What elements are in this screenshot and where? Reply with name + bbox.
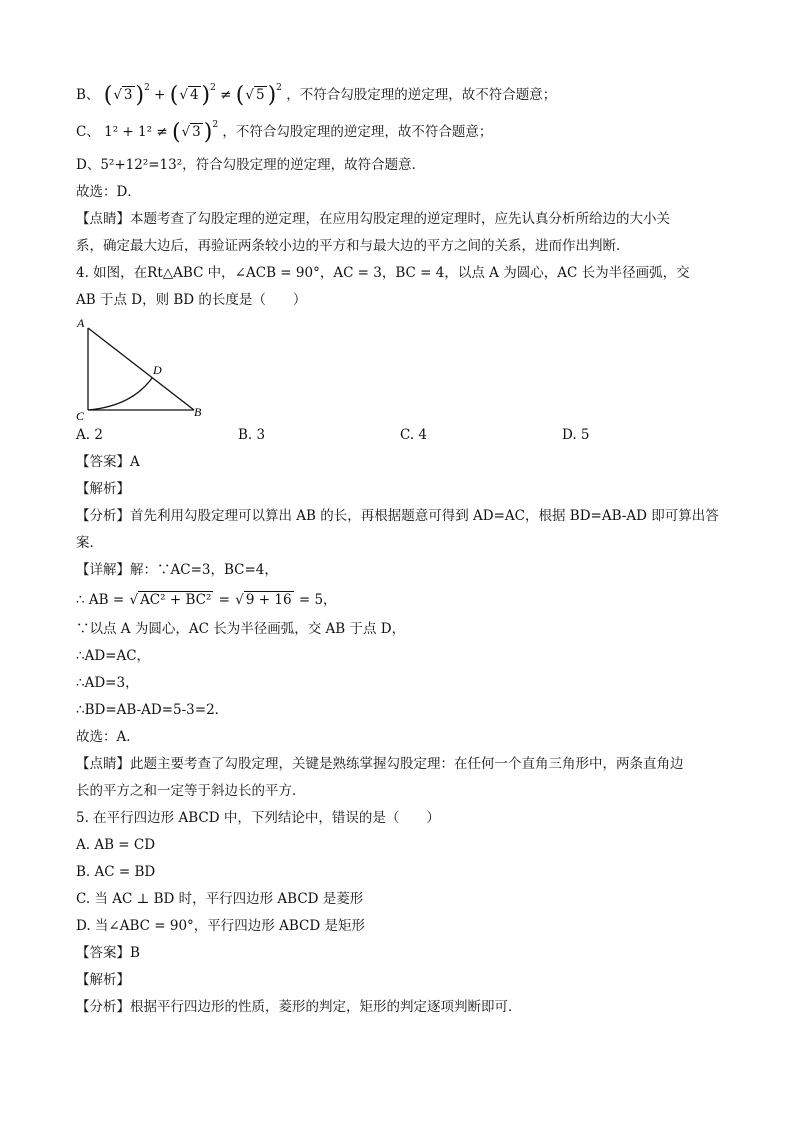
equals-sign: = xyxy=(218,592,230,608)
q4-comment-line-1: 【点睛】此题主要考查了勾股定理，关键是熟练掌握勾股定理：在任何一个直角三角形中，两条直角边 xyxy=(76,756,684,772)
q4-detail-line-1: 【详解】解：∵AC=3，BC=4， xyxy=(76,562,278,578)
q4-detail-line-2: ∴ AB = √ AC² + BC² = √ 9 + 16 = 5， xyxy=(76,592,337,608)
q4-detail-line-6: ∴BD=AB-AD=5-3=2． xyxy=(76,702,229,718)
q4-choice: 故选：A． xyxy=(76,729,140,745)
q4-stem-line-2: AB 于点 D，则 BD 的长度是（ ） xyxy=(76,292,307,308)
q4-answer: 【答案】A xyxy=(76,454,140,470)
q4-stem-line-1: 4. 如图，在Rt△ABC 中，∠ACB = 90°，AC = 3，BC = 4，以点 A 为圆心，AC 长为半径画弧，交 xyxy=(76,265,690,281)
triangle-diagram xyxy=(76,316,216,422)
side-ab xyxy=(88,328,194,410)
q4-analysis-title: 【解析】 xyxy=(76,481,130,497)
q5-option-d: D. 当∠ABC = 90°，平行四边形 ABCD 是矩形 xyxy=(76,918,365,934)
option-c: C. 4 xyxy=(400,427,428,443)
q5-option-c: C. 当 AC ⊥ BD 时，平行四边形 ABCD 是菱形 xyxy=(76,891,364,907)
option-d: D. 5 xyxy=(562,427,590,443)
radicand: 3 xyxy=(123,87,133,103)
label-d: D xyxy=(153,363,162,377)
radicand: 5 xyxy=(255,87,265,103)
q4-detail-line-4: ∴AD=AC， xyxy=(76,648,151,664)
radicand: 9 + 16 xyxy=(245,592,292,608)
math-expression: 1² + 1² ≠ xyxy=(104,124,168,140)
option-label: C、 xyxy=(76,124,100,140)
q5-stem: 5. 在平行四边形 ABCD 中，下列结论中，错误的是（ ） xyxy=(76,810,440,826)
q4-options xyxy=(76,422,726,449)
option-b: B. 3 xyxy=(238,427,266,443)
q5-option-b: B. AC = BD xyxy=(76,864,156,880)
q5-option-a: A. AB = CD xyxy=(76,837,156,853)
option-text: ，不符合勾股定理的逆定理，故不符合题意； xyxy=(286,87,557,103)
option-a: A. 2 xyxy=(76,427,103,443)
q3-option-c: C、 1² + 1² ≠ (√ 3 )$^2$ ，不符合勾股定理的逆定理，故不符合题意； xyxy=(76,120,493,145)
q3-comment-line-1: 【点睛】本题考查了勾股定理的逆定理，在应用勾股定理的逆定理时，应先认真分析所给边的大小关 xyxy=(76,211,670,227)
triangle-figure xyxy=(76,316,216,422)
option-text: ，不符合勾股定理的逆定理，故不符合题意； xyxy=(222,124,493,140)
label-a: A xyxy=(77,316,85,330)
arc-cd xyxy=(88,378,152,410)
q4-comment-line-2: 长的平方之和一定等于斜边长的平方． xyxy=(76,783,306,799)
q4-analysis-line-2: 案． xyxy=(76,535,103,551)
math-prefix: ∴ AB = xyxy=(76,592,125,608)
q4-detail-line-5: ∴AD=3， xyxy=(76,675,139,691)
option-label: B、 xyxy=(76,87,100,103)
math-result: = 5， xyxy=(298,592,337,608)
q5-answer: 【答案】B xyxy=(76,945,140,961)
radicand: 4 xyxy=(189,87,199,103)
radicand: AC² + BC² xyxy=(140,592,212,608)
label-c: C xyxy=(76,409,85,422)
q3-choice: 故选：D． xyxy=(76,184,141,200)
q5-analysis-line-1: 【分析】根据平行四边形的性质，菱形的判定，矩形的判定逐项判断即可． xyxy=(76,999,522,1015)
q4-detail-line-3: ∵以点 A 为圆心，AC 长为半径画弧，交 AB 于点 D， xyxy=(76,621,406,637)
q3-option-b: B、 (√ 3 )$^2$ + (√ 4 )$^2$ ≠ (√ 5 )$^2$ ，不符合勾股定理的逆定理，故不符合题意； xyxy=(76,83,557,108)
q3-comment-line-2: 系，确定最大边后，再验证两条较小边的平方和与最大边的平方之间的关系，进而作出判断． xyxy=(76,238,630,254)
radicand: 3 xyxy=(192,124,201,140)
q4-analysis-line-1: 【分析】首先利用勾股定理可以算出 AB 的长，再根据题意可得到 AD=AC，根据 BD=AB-AD 即可算出答 xyxy=(76,508,719,524)
label-b: B xyxy=(194,405,202,419)
document-page xyxy=(76,78,726,1021)
q3-option-d: D、5²+12²=13²，符合勾股定理的逆定理，故符合题意． xyxy=(76,157,426,173)
q5-analysis-title: 【解析】 xyxy=(76,972,130,988)
